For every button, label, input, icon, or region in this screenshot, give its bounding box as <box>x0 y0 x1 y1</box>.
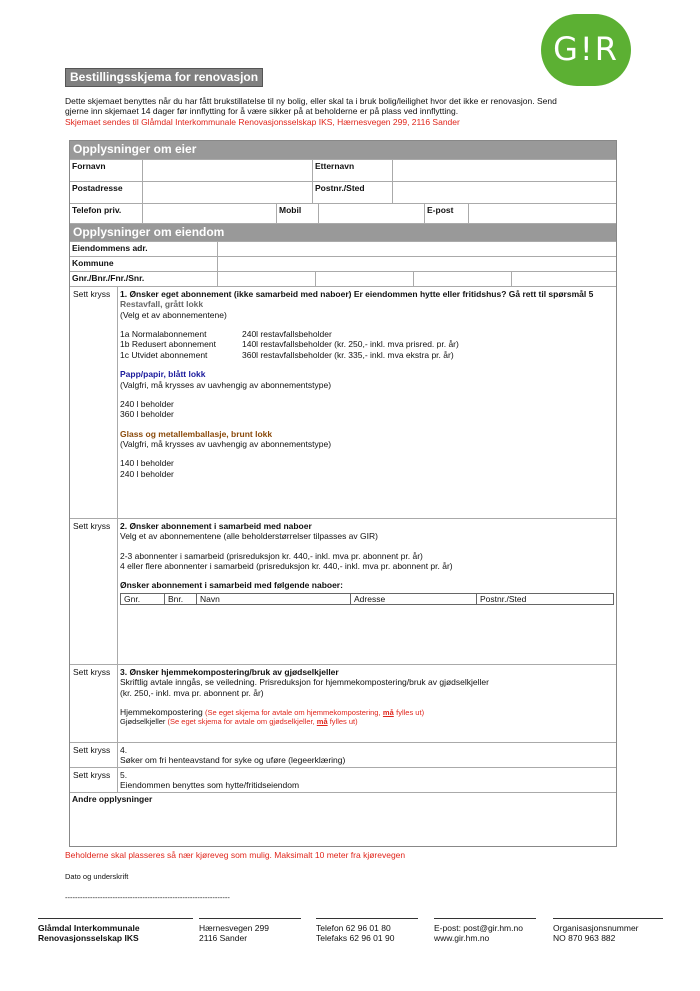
option-1-question: 1. Ønsker eget abonnement (ikke samarbeid med naboer) Er eiendommen hytte eller fritidshus? Gå rett til spørsmål 5 <box>120 289 594 299</box>
option-2-question: 2. Ønsker abonnement i samarbeid med naboer <box>120 521 312 531</box>
footer-orgnr <box>553 918 663 944</box>
logo-text: G!R <box>553 30 619 69</box>
footer-addr-1: Hærnesvegen 299 <box>199 923 269 933</box>
option-4-text: Søker om fri henteavstand for syke og uføre (legeerklæring) <box>120 755 346 766</box>
property-section-heading: Opplysninger om eiendom <box>70 223 616 241</box>
restavfall-note: (Velg et av abonnementene) <box>120 309 227 320</box>
fornavn-field[interactable] <box>142 160 312 181</box>
snr-field[interactable] <box>511 272 616 286</box>
telefon-label: Telefon priv. <box>72 205 122 215</box>
hjemmekompostering-note-b: må <box>382 708 394 718</box>
epost-label: E-post <box>424 204 468 223</box>
owner-row-address <box>70 181 616 203</box>
footer-fax: Telefaks 62 96 01 90 <box>316 933 395 944</box>
abonnement-1a-code: 1a Normalabonnement <box>120 329 207 340</box>
form-title: Bestillingsskjema for renovasjon <box>65 68 263 87</box>
abonnement-1a-desc: 240l restavfallsbeholder <box>242 329 332 340</box>
option-3-line-2: (kr. 250,- inkl. mva pr. abonnent pr. år) <box>120 687 264 698</box>
gjodselkjeller-note-c: fylles ut) <box>329 717 358 727</box>
option-4-body <box>117 743 616 767</box>
option-1 <box>70 286 616 518</box>
naboer-col-bnr: Bnr. <box>164 594 196 604</box>
abonnement-1b-desc: 140l restavfallsbeholder (kr. 250,- inkl. mva prisred. pr. år) <box>242 339 459 350</box>
option-1-checkbox[interactable]: Sett kryss <box>73 289 111 299</box>
option-5-num: 5. <box>120 770 128 780</box>
samarbeid-4-plus[interactable]: 4 eller flere abonnenter i samarbeid (prisreduksjon kr. 440,- inkl. mva pr. abonnent pr. år) <box>120 561 453 572</box>
footer-tel: Telefon 62 96 01 80 <box>316 923 391 933</box>
option-4-checkbox[interactable]: Sett kryss <box>73 745 111 755</box>
etternavn-field[interactable] <box>392 160 616 181</box>
epost-field[interactable] <box>468 204 616 223</box>
andre-opplysninger-label: Andre opplysninger <box>72 794 153 804</box>
property-row-adr <box>70 241 616 256</box>
footer-orgnr-value: NO 870 963 882 <box>553 933 616 944</box>
kommune-label: Kommune <box>72 258 114 268</box>
option-2-sub: Velg et av abonnementene (alle beholderstørrelser tilpasses av GIR) <box>120 531 378 542</box>
papp-240[interactable]: 240 l beholder <box>120 398 174 409</box>
gnr-field[interactable] <box>217 272 315 286</box>
order-form <box>69 140 617 847</box>
papp-note: (Valgfri, må krysses av uavhengig av abonnementstype) <box>120 379 332 390</box>
gjodselkjeller-label: Gjødselkjeller <box>120 717 166 727</box>
footer-phone <box>316 918 418 944</box>
owner-row-name <box>70 159 616 181</box>
eiendom-adr-label: Eiendommens adr. <box>72 243 148 253</box>
glass-240[interactable]: 240 l beholder <box>120 468 174 479</box>
samarbeid-2-3[interactable]: 2-3 abonnenter i samarbeid (prisreduksjon kr. 440,- inkl. mva pr. abonnent pr. år) <box>120 550 423 561</box>
glass-note: (Valgfri, må krysses av uavhengig av abonnementstype) <box>120 438 332 449</box>
gjodselkjeller[interactable] <box>120 717 614 726</box>
fornavn-label: Fornavn <box>72 161 106 171</box>
option-5-checkbox[interactable]: Sett kryss <box>73 770 111 780</box>
naboer-table-header <box>120 593 614 605</box>
option-4-num: 4. <box>120 745 128 755</box>
signature-label: Dato og underskrift <box>65 872 129 881</box>
hjemmekompostering[interactable] <box>120 707 614 717</box>
footer-web[interactable]: www.gir.hm.no <box>434 933 490 944</box>
bnr-field[interactable] <box>315 272 413 286</box>
option-3-body <box>117 665 616 742</box>
restavfall-heading: Restavfall, grått lokk <box>120 299 204 310</box>
eiendom-adr-field[interactable] <box>217 242 616 256</box>
footer-org <box>38 918 193 944</box>
gir-logo <box>541 14 631 86</box>
gnr-label: Gnr./Bnr./Fnr./Snr. <box>72 273 145 283</box>
footer-addr-2: 2116 Sander <box>199 933 248 944</box>
option-5-text: Eiendommen benyttes som hytte/fritidseiendom <box>120 780 300 791</box>
abonnement-1c-desc: 360l restavfallsbeholder (kr. 335,- inkl. mva ekstra pr. år) <box>242 349 454 360</box>
postnr-field[interactable] <box>392 182 616 203</box>
option-2-checkbox[interactable]: Sett kryss <box>73 521 111 531</box>
property-row-gnr <box>70 271 616 286</box>
owner-row-contact <box>70 203 616 223</box>
postadresse-label: Postadresse <box>72 183 123 193</box>
signature-line[interactable]: ------------------------------------------------------------------ <box>65 893 230 902</box>
option-2 <box>70 518 616 664</box>
option-3-line-1: Skriftlig avtale inngås, se veiledning. Prisreduksjon for hjemmekompostering/bruk av gjødselkjeller <box>120 677 489 688</box>
abonnement-1b-code: 1b Redusert abonnement <box>120 339 216 350</box>
naboer-heading: Ønsker abonnement i samarbeid med følgende naboer: <box>120 580 343 591</box>
abonnement-1b[interactable] <box>120 339 614 349</box>
naboer-col-postnr: Postnr./Sted <box>476 594 614 604</box>
hjemmekompostering-label: Hjemmekompostering <box>120 707 203 718</box>
option-1-body <box>117 287 616 518</box>
hjemmekompostering-note-a: (Se eget skjema for avtale om hjemmekompostering, <box>205 708 381 718</box>
mobil-label: Mobil <box>276 204 318 223</box>
footer-address <box>199 918 301 944</box>
fnr-field[interactable] <box>413 272 511 286</box>
papp-360[interactable]: 360 l beholder <box>120 409 174 420</box>
glass-heading: Glass og metallemballasje, brunt lokk <box>120 428 273 439</box>
option-4 <box>70 742 616 767</box>
property-row-kommune <box>70 256 616 271</box>
footer-email[interactable]: E-post: post@gir.hm.no <box>434 923 523 933</box>
abonnement-1c[interactable] <box>120 350 614 360</box>
option-2-body <box>117 519 616 664</box>
option-3 <box>70 664 616 742</box>
papp-heading: Papp/papir, blått lokk <box>120 369 206 380</box>
postadresse-field[interactable] <box>142 182 312 203</box>
naboer-col-adresse: Adresse <box>350 594 476 604</box>
footer-orgnr-label: Organisasjonsnummer <box>553 923 639 933</box>
naboer-col-navn: Navn <box>196 594 350 604</box>
option-5-body <box>117 768 616 792</box>
glass-140[interactable]: 140 l beholder <box>120 458 174 469</box>
placement-note: Beholderne skal plasseres så nær kjøreveg som mulig. Maksimalt 10 meter fra kjørevegen <box>65 850 406 860</box>
mobil-field[interactable] <box>318 204 424 223</box>
postnr-label: Postnr./Sted <box>312 182 392 203</box>
option-5 <box>70 767 616 792</box>
telefon-field[interactable] <box>142 204 276 223</box>
abonnement-1a[interactable] <box>120 329 614 339</box>
gjodselkjeller-note-a: (Se eget skjema for avtale om gjødselkjeller, <box>167 717 315 727</box>
intro-line-2: gjerne inn skjemaet 14 dager før innflytting for å være sikker på at beholderne er på plass ved innflytting. <box>65 106 459 117</box>
option-3-question: 3. Ønsker hjemmekompostering/bruk av gjødselkjeller <box>120 667 339 677</box>
gjodselkjeller-note-b: må <box>316 717 328 727</box>
andre-opplysninger[interactable] <box>70 792 616 846</box>
intro-send-address: Skjemaet sendes til Glåmdal Interkommunale Renovasjonsselskap IKS, Hærnesvegen 299, 2116 Sander <box>65 116 460 127</box>
footer-org-2: Renovasjonsselskap IKS <box>38 933 139 944</box>
etternavn-label: Etternavn <box>312 160 392 181</box>
intro-line-1: Dette skjemaet benyttes når du har fått brukstillatelse til ny bolig, eller skal ta i bruk bolig/leilighet hvor det ikke er renovasjon. Send <box>65 96 557 106</box>
hjemmekompostering-note-c: fylles ut) <box>396 708 425 718</box>
footer-org-1: Glåmdal Interkommunale <box>38 923 140 933</box>
option-3-checkbox[interactable]: Sett kryss <box>73 667 111 677</box>
footer-contact <box>434 918 536 944</box>
kommune-field[interactable] <box>217 257 616 271</box>
owner-section-heading: Opplysninger om eier <box>70 141 616 159</box>
naboer-col-gnr: Gnr. <box>120 594 164 604</box>
abonnement-1c-code: 1c Utvidet abonnement <box>120 349 208 360</box>
intro-text <box>65 96 640 127</box>
